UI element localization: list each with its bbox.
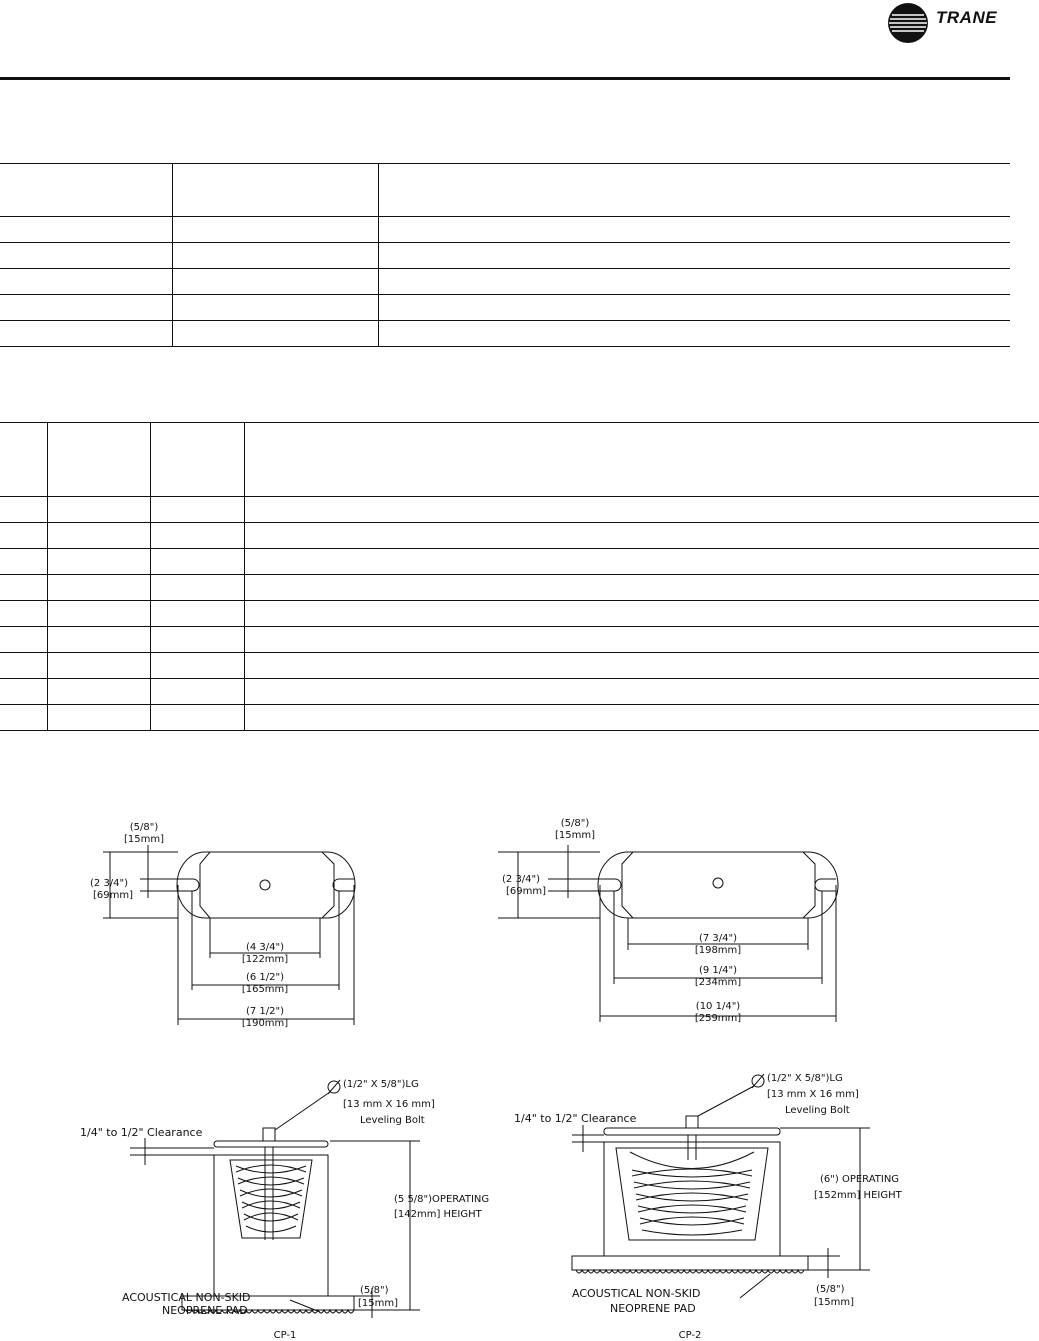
table-row (0, 679, 1039, 705)
cp2-dim-top-mm: [15mm] (554, 830, 596, 841)
cp1-pad-dim-in: (5/8") (360, 1285, 389, 1296)
cp1-dim-outer-mm: [190mm] (241, 1018, 289, 1029)
cp1-bolt-label: Leveling Bolt (360, 1115, 425, 1126)
cp1-dim-inner-in: (4 3/4") (245, 942, 285, 953)
cp2-dim-inner-mm: [198mm] (694, 945, 742, 956)
cp1-height-mm: [142mm] HEIGHT (394, 1209, 482, 1220)
isolator-drawings (0, 790, 1039, 1341)
cp1-dim-left-mm: [69mm] (93, 890, 134, 901)
brand-name: TRANE (936, 8, 998, 27)
table-row (0, 575, 1039, 601)
header-rule (0, 77, 1010, 80)
cp1-labels (80, 822, 489, 1341)
cp1-dim-inner-mm: [122mm] (241, 954, 289, 965)
cp1-dim-top-in: (5/8") (129, 822, 159, 833)
cp2-bolt-size: (1/2" X 5/8")LG (767, 1073, 843, 1084)
table-row (0, 269, 1010, 295)
cp2-dim-mid-in: (9 1/4") (698, 965, 738, 976)
cp2-height-in: (6") OPERATING (820, 1174, 900, 1185)
table-row (0, 601, 1039, 627)
cp2-dim-left-mm: [69mm] (506, 886, 547, 897)
cp2-height-mm: [152mm] HEIGHT (814, 1190, 902, 1201)
cp1-dim-outer-in: (7 1/2") (245, 1006, 285, 1017)
cp2-dim-left-in: (2 3/4") (502, 874, 541, 885)
cp1-clearance: 1/4" to 1/2" Clearance (80, 1126, 203, 1139)
cp1-bolt-mm: [13 mm X 16 mm] (343, 1099, 435, 1110)
table-row (0, 653, 1039, 679)
table-row (0, 497, 1039, 523)
cp2-dim-outer-mm: [259mm] (694, 1013, 742, 1024)
cp1-dim-left-in: (2 3/4") (90, 878, 129, 889)
table-row (0, 705, 1039, 731)
cp2-top-view (498, 845, 838, 1022)
cp2-pad-dim-in: (5/8") (816, 1284, 845, 1295)
cp1-pad-line1: ACOUSTICAL NON-SKID (122, 1291, 251, 1304)
table-row (0, 243, 1010, 269)
cp1-caption: CP-1 (273, 1330, 297, 1341)
cp1-pad-line2: NEOPRENE PAD (162, 1304, 248, 1317)
cp1-pad-dim-mm: [15mm] (358, 1298, 399, 1309)
cp2-pad-dim-mm: [15mm] (814, 1297, 855, 1308)
table-2 (0, 422, 1039, 731)
cp1-dim-mid-mm: [165mm] (241, 984, 289, 995)
cp2-pad-line1: ACOUSTICAL NON-SKID (572, 1287, 701, 1300)
cp1-top-view (103, 845, 355, 1025)
table-row (0, 164, 1010, 217)
cp1-height-in: (5 5/8")OPERATING (394, 1194, 490, 1205)
table-row (0, 217, 1010, 243)
cp1-bolt-size: (1/2" X 5/8")LG (343, 1079, 419, 1090)
cp2-bolt-mm: [13 mm X 16 mm] (767, 1089, 859, 1100)
cp2-pad-line2: NEOPRENE PAD (610, 1302, 696, 1315)
table-row (0, 627, 1039, 653)
cp2-caption: CP-2 (678, 1330, 702, 1341)
cp2-dim-mid-mm: [234mm] (694, 977, 742, 988)
cp2-dim-outer-in: (10 1/4") (695, 1001, 741, 1012)
cp1-dim-mid-in: (6 1/2") (245, 972, 285, 983)
cp2-clearance: 1/4" to 1/2" Clearance (514, 1112, 637, 1125)
table-row (0, 423, 1039, 497)
cp2-dim-top-in: (5/8") (560, 818, 590, 829)
table-row (0, 549, 1039, 575)
cp2-dim-inner-in: (7 3/4") (698, 933, 738, 944)
table-row (0, 523, 1039, 549)
table-row (0, 295, 1010, 321)
table-row (0, 321, 1010, 347)
table-1 (0, 163, 1010, 347)
cp2-bolt-label: Leveling Bolt (785, 1105, 850, 1116)
cp2-labels (502, 818, 903, 1341)
cp1-dim-top-mm: [15mm] (123, 834, 165, 845)
